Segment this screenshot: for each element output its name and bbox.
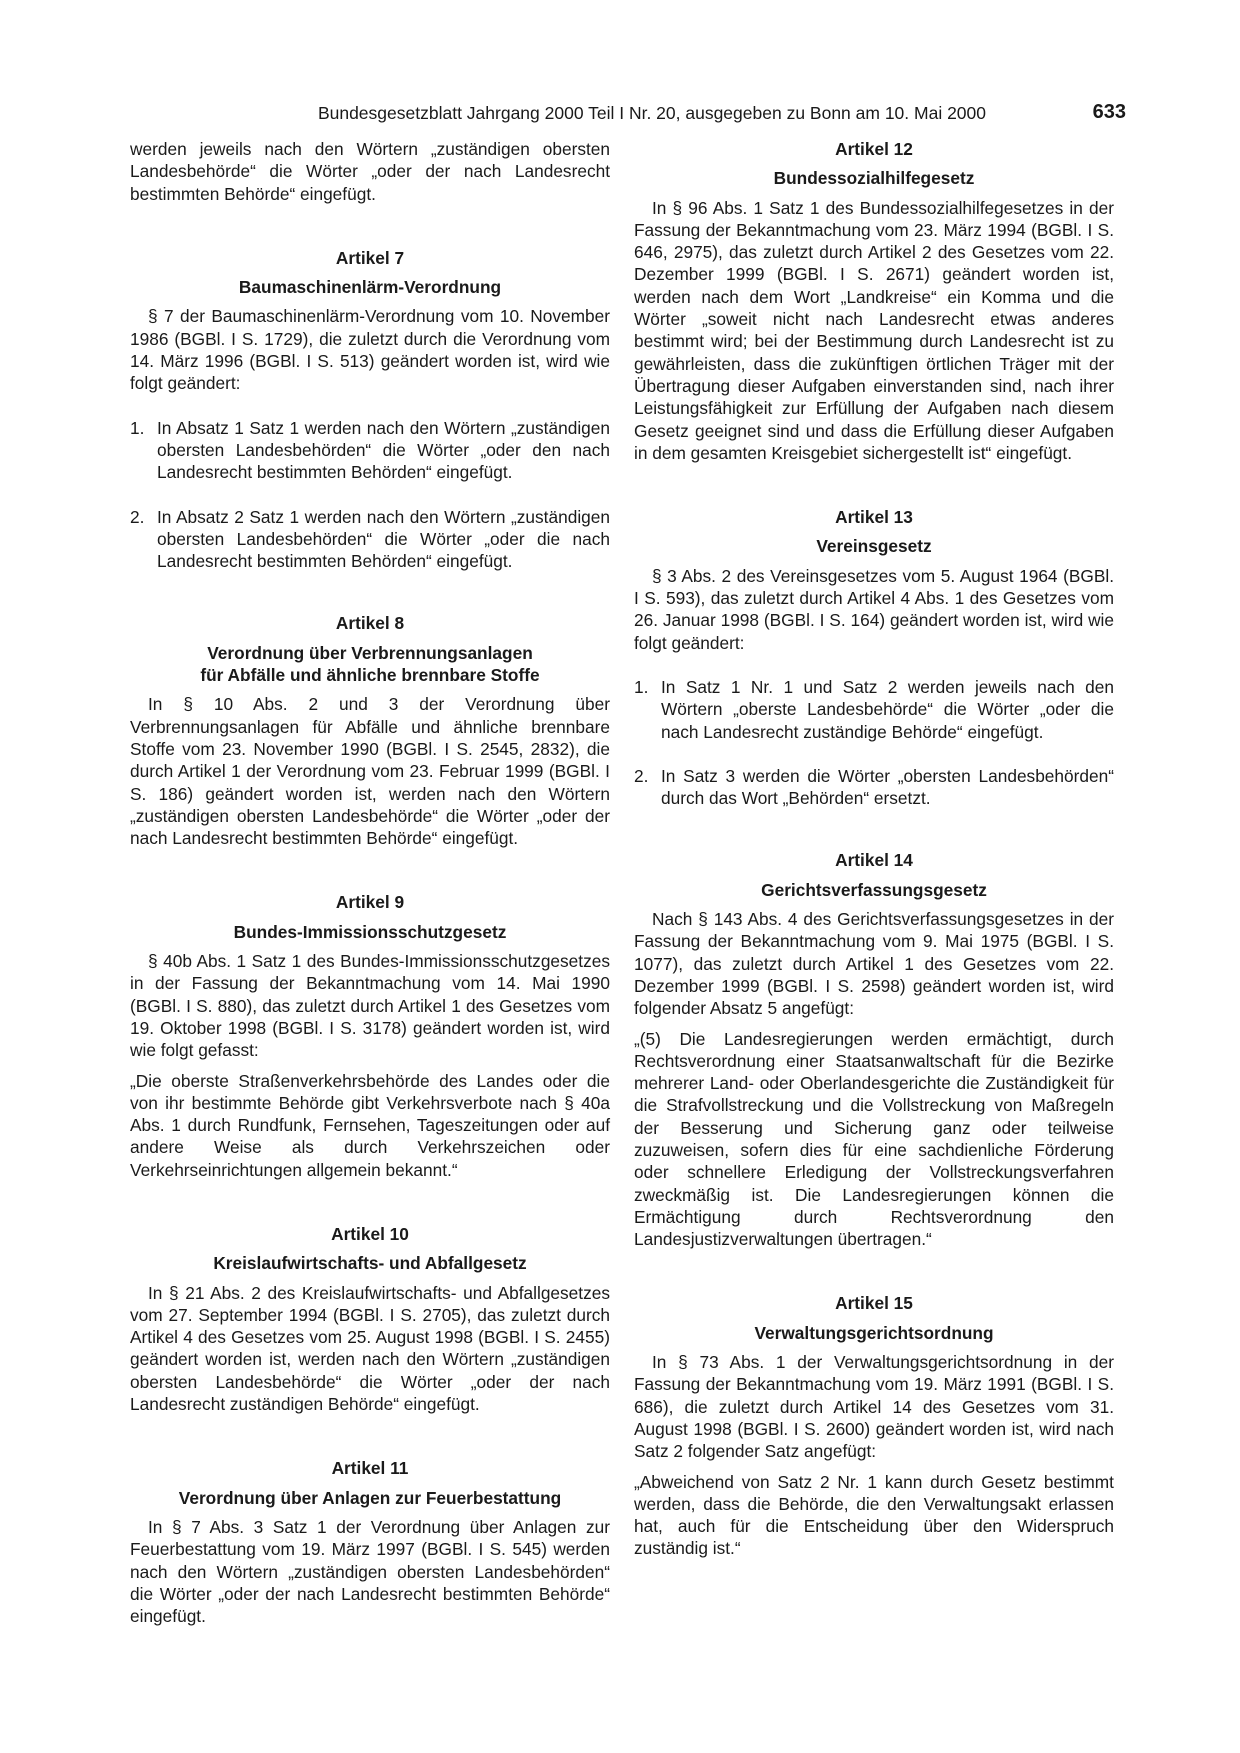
article-14: [634, 849, 1114, 1250]
item-text: In Satz 1 Nr. 1 und Satz 2 werden jeweils nach den Wörtern „oberste Landesbehörde“ die Wörter „oder die nach Landesrecht zuständige Behörde“ eingefügt.: [661, 676, 1114, 742]
article-number: Artikel 15: [835, 1293, 913, 1314]
article-title: Verwaltungsgerichtsordnung: [754, 1322, 994, 1343]
article-number: Artikel 10: [331, 1223, 409, 1244]
quoted-text: „Die oberste Straßenverkehrsbehörde des Landes oder die von ihr bestimmte Behörde gibt Verkehrsverbote nach § 40a Abs. 1 durch Rundfunk, Fernsehen, Tageszeitungen oder auf andere Weise als durch Verkehrszeichen oder Verkehrseinrichtungen allgemein bekannt.“: [130, 1070, 610, 1180]
article-11: [130, 1457, 610, 1627]
article-10: [130, 1223, 610, 1415]
running-header: [130, 100, 1126, 126]
item-text: In Absatz 1 Satz 1 werden nach den Wörtern „zuständigen obersten Landesbehörden“ die Wörter „oder den nach Landesrecht bestimmten Behörden“ eingefügt.: [157, 417, 610, 483]
article-9: [130, 891, 610, 1181]
article-number: Artikel 9: [335, 892, 405, 913]
article-title: Bundessozialhilfegesetz: [773, 168, 975, 189]
article-number: Artikel 14: [835, 850, 913, 871]
item-text: In Absatz 2 Satz 1 werden nach den Wörtern „zuständigen obersten Landesbehörden“ die Wörter „oder die nach Landesrecht bestimmten Behörden“ eingefügt.: [157, 506, 610, 572]
article-title: Gerichtsverfassungsgesetz: [761, 879, 987, 900]
article-text: Nach § 143 Abs. 4 des Gerichtsverfassungsgesetzes in der Fassung der Bekanntmachung vom 9. Mai 1975 (BGBl. I S. 1077), das zuletzt durch Artikel 1 des Gesetzes vom 22. Dezember 1999 (BGBl. I S. 2598) geändert worden ist, wird folgender Absatz 5 angefügt:: [634, 909, 1114, 1019]
article-title: Bundes-Immissionsschutzgesetz: [233, 921, 507, 942]
article-title: Vereinsgesetz: [816, 536, 932, 557]
article-text: In § 96 Abs. 1 Satz 1 des Bundessozialhilfegesetzes in der Fassung der Bekanntmachung vom 23. März 1994 (BGBl. I S. 646, 2975), das zuletzt durch Artikel 2 des Gesetzes vom 22. Dezember 1999 (BGBl. I S. 2671) geändert worden ist, werden nach dem Wort „Landkreise“ ein Komma und die Wörter „soweit nicht nach Landesrecht etwas anderes bestimmt wird; bei der Bestimmung durch Landesrecht ist zu gewährleisten, dass die zukünftigen örtlichen Träger mit der Übertragung dieser Aufgaben einverstanden sind, nach ihrer Leistungsfähigkeit zur Erfüllung der Aufgaben nach diesem Gesetz geeignet sind und dass die Erfüllung dieser Aufgaben in dem gesamten Kreisgebiet sichergestellt ist“ eingefügt.: [634, 197, 1114, 463]
article-text: § 40b Abs. 1 Satz 1 des Bundes-Immissionsschutzgesetzes in der Fassung der Bekanntmachung vom 14. Mai 1990 (BGBl. I S. 880), das zuletzt durch Artikel 1 des Gesetzes vom 19. Oktober 1998 (BGBl. I S. 3178) geändert worden ist, wird wie folgt gefasst:: [130, 951, 610, 1061]
list-item: [634, 676, 1114, 743]
item-list: [634, 676, 1114, 809]
article-7: [130, 247, 610, 573]
article-12: [634, 138, 1114, 464]
quoted-text: „(5) Die Landesregierungen werden ermächtigt, durch Rechtsverordnung einer Staatsanwaltschaft für die Bezirke mehrerer Land- oder Oberlandesgerichte die Zuständigkeit für die Strafvollstreckung und die Vollstreckung von Maßregeln der Besserung und Sicherung ganz oder teilweise zuzuweisen, sofern dies für eine sachdienliche Förderung oder schnellere Erledigung der Vollstreckungsverfahren zweckmäßig ist. Die Landesregierungen können die Ermächtigung durch Rechtsverordnung den Landesjustizverwaltungen übertragen.“: [634, 1028, 1114, 1250]
right-column: [634, 138, 1114, 1560]
article-number: Artikel 8: [335, 613, 405, 634]
article-number: Artikel 13: [835, 507, 913, 528]
article-text: § 3 Abs. 2 des Vereinsgesetzes vom 5. August 1964 (BGBl. I S. 593), das zuletzt durch Artikel 4 Abs. 1 des Gesetzes vom 26. Januar 1998 (BGBl. I S. 164) geändert worden ist, wird wie folgt geändert:: [634, 565, 1114, 653]
article-15: [634, 1292, 1114, 1559]
article-title-line-2: für Abfälle und ähnliche brennbare Stoffe: [200, 665, 540, 686]
quoted-text: „Abweichend von Satz 2 Nr. 1 kann durch Gesetz bestimmt werden, dass die Behörde, die den Verwaltungsakt erlassen hat, auch für die Entscheidung über den Widerspruch zuständig ist.“: [634, 1471, 1114, 1559]
item-text: In Satz 3 werden die Wörter „obersten Landesbehörden“ durch das Wort „Behörden“ ersetzt.: [661, 765, 1114, 809]
article-8: [130, 612, 610, 849]
article-title: Kreislaufwirtschafts- und Abfallgesetz: [213, 1253, 527, 1274]
article-number: Artikel 11: [331, 1458, 409, 1479]
list-item: [130, 417, 610, 484]
item-number: 2.: [634, 765, 649, 786]
article-number: Artikel 7: [335, 247, 405, 268]
item-number: 1.: [130, 417, 145, 438]
article-title: Baumaschinenlärm-Verordnung: [238, 277, 502, 298]
item-list: [130, 417, 610, 573]
continuation-text: werden jeweils nach den Wörtern „zuständigen obersten Landesbehörde“ die Wörter „oder der nach Landesrecht bestimmten Behörde“ eingefügt.: [130, 139, 610, 204]
article-text: In § 73 Abs. 1 der Verwaltungsgerichtsordnung in der Fassung der Bekanntmachung vom 19. März 1991 (BGBl. I S. 686), die zuletzt durch Artikel 14 des Gesetzes vom 31. August 1998 (BGBl. I S. 2600) geändert worden ist, wird nach Satz 2 folgender Satz angefügt:: [634, 1352, 1114, 1462]
header-title: Bundesgesetzblatt Jahrgang 2000 Teil I Nr. 20, ausgegeben zu Bonn am 10. Mai 2000: [317, 103, 986, 123]
article-text: In § 21 Abs. 2 des Kreislaufwirtschafts- und Abfallgesetzes vom 27. September 1994 (BGBl. I S. 2705), das zuletzt durch Artikel 4 des Gesetzes vom 25. August 1998 (BGBl. I S. 2455) geändert worden ist, werden nach den Wörtern „zuständigen obersten Landesbehörde“ die Wörter „oder der nach Landesrecht zuständigen Behörde“ eingefügt.: [130, 1282, 610, 1415]
left-column: [130, 138, 610, 1627]
list-item: [130, 506, 610, 573]
page-number: 633: [1092, 101, 1126, 123]
article-text: § 7 der Baumaschinenlärm-Verordnung vom 10. November 1986 (BGBl. I S. 1729), die zuletzt durch die Verordnung vom 14. März 1996 (BGBl. I S. 513) geändert worden ist, wird wie folgt geändert:: [130, 306, 610, 394]
article-text: In § 10 Abs. 2 und 3 der Verordnung über Verbrennungsanlagen für Abfälle und ähnliche brennbare Stoffe vom 23. November 1990 (BGBl. I S. 2545, 2832), die durch Artikel 1 der Verordnung vom 23. Februar 1999 (BGBl. I S. 186) geändert worden ist, werden nach den Wörtern „zuständigen obersten Landesbehörde“ die Wörter „oder der nach Landesrecht bestimmten Behörde“ eingefügt.: [130, 694, 610, 849]
item-number: 2.: [130, 506, 145, 527]
list-item: [634, 765, 1114, 810]
article-13: [634, 506, 1114, 809]
item-number: 1.: [634, 676, 649, 697]
article-number: Artikel 12: [835, 139, 913, 159]
article-title-line-1: Verordnung über Verbrennungsanlagen: [207, 642, 533, 663]
article-text: In § 7 Abs. 3 Satz 1 der Verordnung über Anlagen zur Feuerbestattung vom 19. März 1997 (BGBl. I S. 545) werden nach den Wörtern „zuständigen obersten Landesbehörden“ die Wörter „oder der nach Landesrecht bestimmten Behörde“ eingefügt.: [130, 1516, 610, 1627]
article-title: Verordnung über Anlagen zur Feuerbestattung: [178, 1487, 562, 1508]
